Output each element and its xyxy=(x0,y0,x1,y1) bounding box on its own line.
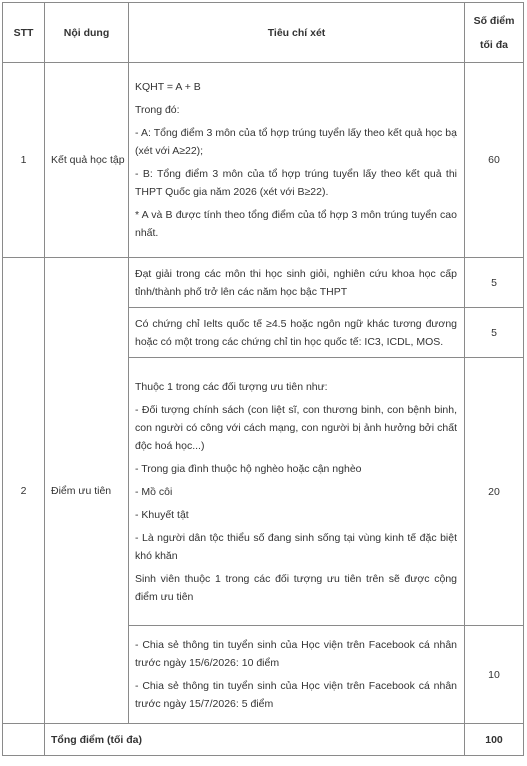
header-so-diem xyxy=(465,3,524,63)
row2-sub3-criteria-line: Thuộc 1 trong các đối tượng ưu tiên như: xyxy=(135,380,328,393)
row2-stt: 2 xyxy=(3,258,45,724)
row2-sub4-score: 10 xyxy=(465,626,524,724)
row2-sub2-criteria xyxy=(129,308,465,358)
total-label: Tổng điểm (tối đa) xyxy=(45,724,465,756)
row2-sub3-score: 20 xyxy=(465,358,524,626)
row2-sub3-criteria-line: - Trong gia đình thuộc hộ nghèo hoặc cận nghèo xyxy=(135,462,362,475)
row2-sub4-criteria-line: - Chia sẻ thông tin tuyển sinh của Học viện trên Facebook cá nhân trước ngày 15/6/2026: 10 điểm xyxy=(135,639,457,669)
row2-sub1-criteria xyxy=(129,258,465,308)
total-value: 100 xyxy=(465,724,524,756)
row2-sub1-criteria-text: Đạt giải trong các môn thi học sinh giỏi, nghiên cứu khoa học cấp tỉnh/thành phố trở lên các năm học bậc THPT xyxy=(135,267,457,298)
row1-noi-dung: Kết quả học tập xyxy=(45,63,129,258)
row2-sub3-criteria-line: Sinh viên thuộc 1 trong các đối tượng ưu tiên trên sẽ được cộng điểm ưu tiên xyxy=(135,572,457,603)
row2-sub3-criteria-line: - Đối tượng chính sách (con liệt sĩ, con thương binh, con bệnh binh, con người có công với cách mạng, con người bị ảnh hưởng bởi chất độc hoá học...) xyxy=(135,403,457,452)
row1-criteria-line: * A và B được tính theo tổng điểm của tổ hợp 3 môn trúng tuyển cao nhất. xyxy=(135,209,457,239)
header-so-diem-line2: tối đa xyxy=(480,38,508,51)
header-noi-dung: Nội dung xyxy=(45,3,129,63)
total-stt-empty xyxy=(3,724,45,756)
row2-sub3-criteria-line: - Khuyết tật xyxy=(135,508,189,521)
header-stt: STT xyxy=(3,3,45,63)
row2-sub3-criteria xyxy=(129,358,465,626)
row1-criteria-line: - B: Tổng điểm 3 môn của tổ hợp trúng tuyển lấy theo kết quả thi THPT Quốc gia năm 2026 (xét với B≥22). xyxy=(135,168,457,198)
table-row-ket-qua-hoc-tap xyxy=(3,63,524,258)
header-tieu-chi: Tiêu chí xét xyxy=(129,3,465,63)
row1-criteria xyxy=(129,63,465,258)
row2-noi-dung: Điểm ưu tiên xyxy=(45,258,129,724)
row2-sub2-score: 5 xyxy=(465,308,524,358)
header-so-diem-line1: Số điểm xyxy=(473,14,515,27)
score-criteria-table xyxy=(2,2,524,756)
row2-sub4-criteria-line: - Chia sẻ thông tin tuyển sinh của Học viện trên Facebook cá nhân trước ngày 15/7/2026: 5 điểm xyxy=(135,680,457,710)
row2-sub1-score: 5 xyxy=(465,258,524,308)
row1-criteria-line: - A: Tổng điểm 3 môn của tổ hợp trúng tuyển lấy theo kết quả học bạ (xét với A≥22); xyxy=(135,127,457,157)
row2-sub2-criteria-text: Có chứng chỉ Ielts quốc tế ≥4.5 hoặc ngôn ngữ khác tương đương hoặc có một trong các chứng chỉ tin học quốc tế: IC3, ICDL, MOS. xyxy=(135,317,457,348)
row2-sub3-criteria-line: - Mồ côi xyxy=(135,485,173,498)
row1-criteria-line: Trong đó: xyxy=(135,104,180,116)
row2-sub3-criteria-line: - Là người dân tộc thiểu số đang sinh sống tại vùng kinh tế đặc biệt khó khăn xyxy=(135,531,457,562)
row1-stt: 1 xyxy=(3,63,45,258)
row1-score: 60 xyxy=(465,63,524,258)
table-row-diem-uu-tien-giai xyxy=(3,258,524,308)
table-header-row xyxy=(3,3,524,63)
table-row-total xyxy=(3,724,524,756)
row2-sub4-criteria xyxy=(129,626,465,724)
row1-criteria-line: KQHT = A + B xyxy=(135,81,201,93)
